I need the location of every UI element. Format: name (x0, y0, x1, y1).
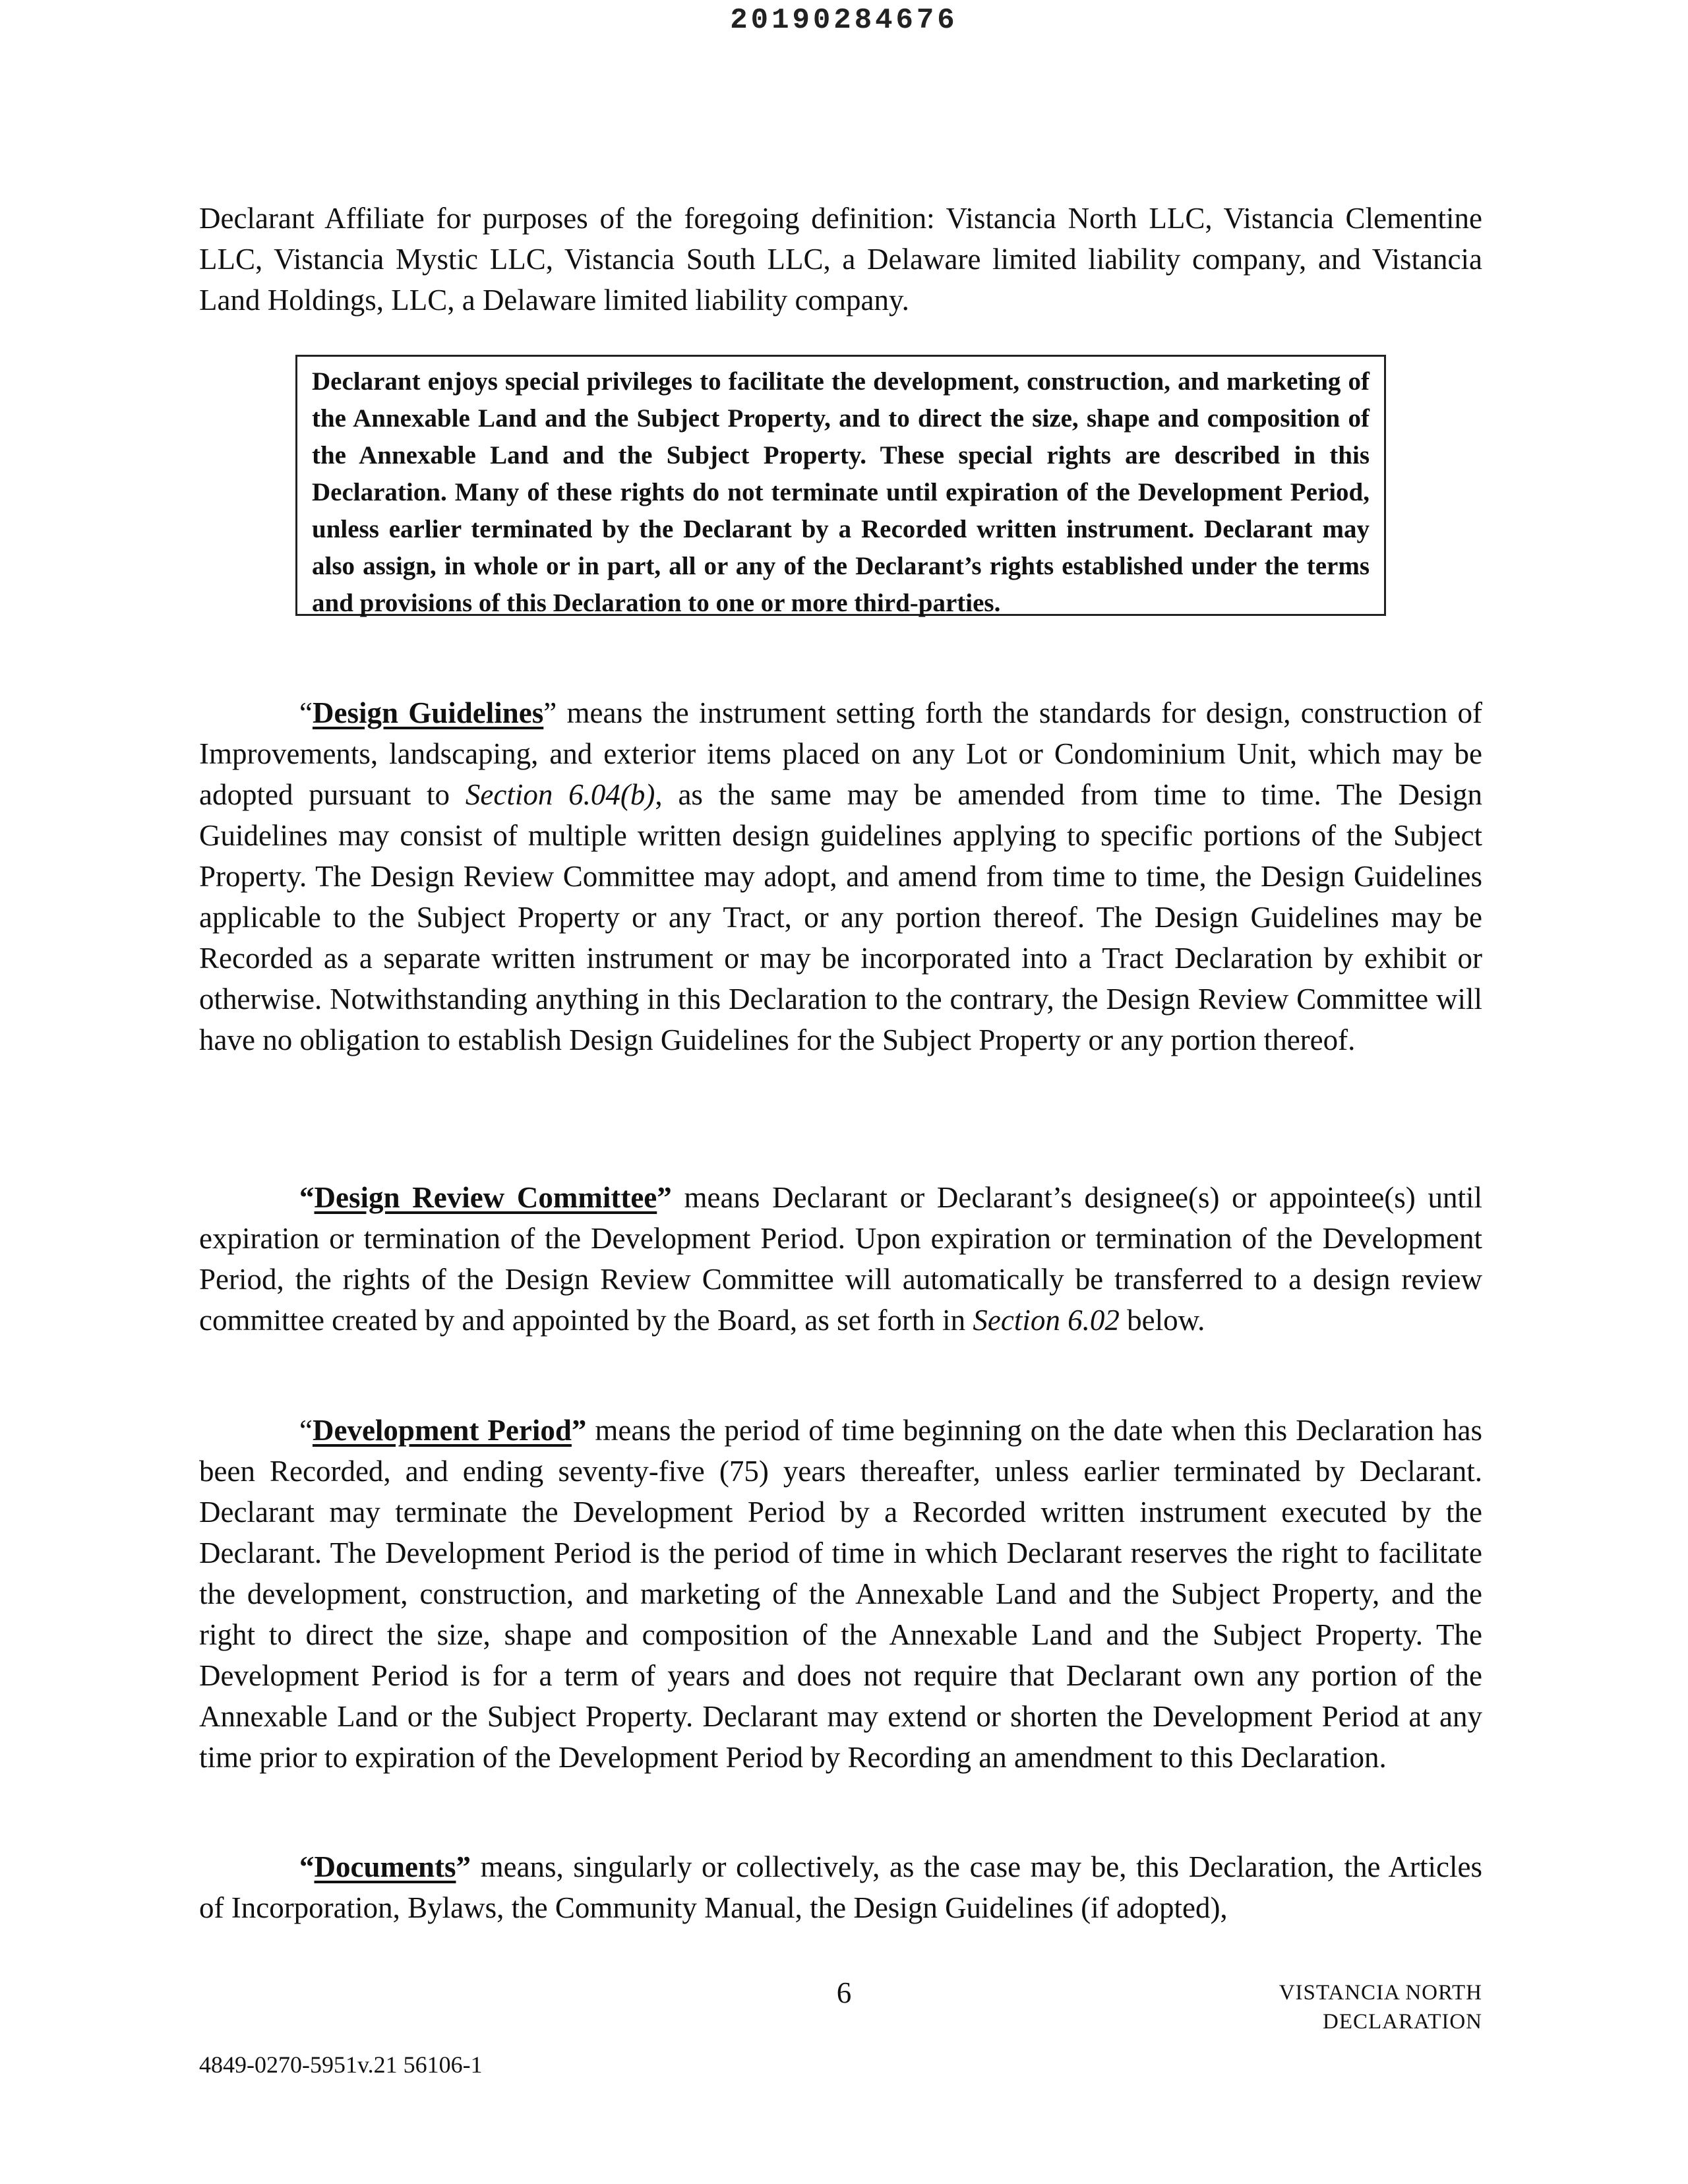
open-quote: “ (299, 696, 313, 729)
footer-title-line-1: VISTANCIA NORTH (1279, 1981, 1482, 2005)
page-number: 6 (836, 1976, 852, 2009)
intro-paragraph: Declarant Affiliate for purposes of the foregoing definition: Vistancia North LLC, Vistancia Clementine LLC, Vistancia Mystic LLC, Vistancia South LLC, a Delaware limited liability company, and Vistancia Land Holdings, LLC, a Delaware limited liability company. (199, 202, 1482, 317)
open-quote: “ (299, 1850, 315, 1883)
close-quote: ” (571, 1414, 587, 1447)
definition-text-continued: , as the same may be amended from time to time. The Design Guidelines may consist of multiple written design guidelines applying to specific portions of the Subject Property. The Design Review Committee may adopt, and amend from time to time, the Design Guidelines applicable to the Subject Property or any Tract, or any portion thereof. The Design Guidelines may be Recorded as a separate written instrument or may be incorporated into a Tract Declaration by exhibit or otherwise. Notwithstanding anything in this Declaration to the contrary, the Design Review Committee will have no obligation to establish Design Guidelines for the Subject Property or any portion thereof. (199, 778, 1482, 1056)
definition-development-period (199, 1410, 1482, 1778)
document-id: 4849-0270-5951v.21 56106-1 (199, 2051, 483, 2078)
footer-document-title (1279, 1978, 1482, 2036)
recording-number: 20190284676 (730, 4, 958, 37)
definition-text: means, singularly or collectively, as the case may be, this Declaration, the Articles of Incorporation, Bylaws, the Community Manual, the Design Guidelines (if adopted), (199, 1850, 1482, 1924)
definition-text: means the instrument setting forth the standards for design, construction of Improvements, landscaping, and exterior items placed on any Lot or Condominium Unit, which may be adopted pursuant to (199, 696, 1482, 811)
defined-term: Design Guidelines (312, 696, 544, 729)
open-quote: “ (299, 1181, 315, 1214)
close-quote: ” (657, 1181, 672, 1214)
close-quote: ” (456, 1850, 471, 1883)
defined-term: Development Period (312, 1414, 572, 1447)
footer-title-line-2: DECLARATION (1323, 2010, 1482, 2034)
definition-design-review-committee (199, 1177, 1482, 1341)
notice-box-text: Declarant enjoys special privileges to facilitate the development, construction, and marketing of the Annexable Land and the Subject Property, and to direct the size, shape and composition of the Annexable Land and the Subject Property. These special rights are described in this Declaration. Many of these rights do not terminate until expiration of the Development Period, unless earlier terminated by the Declarant by a Recorded written instrument. Declarant may also assign, in whole or in part, all or any of the Declarant’s rights established under the terms and provisions of this Declaration to one or more third-parties. (312, 367, 1370, 617)
defined-term: Documents (314, 1850, 456, 1883)
open-quote: “ (299, 1414, 313, 1447)
notice-box (295, 355, 1386, 616)
section-reference: Section 6.02 (973, 1304, 1120, 1337)
close-quote: ” (543, 696, 557, 729)
definition-text-continued: below. (1119, 1304, 1205, 1337)
definition-text: means the period of time beginning on the date when this Declaration has been Recorded, and ending seventy-five (75) years thereafter, unless earlier terminated by Declarant. Declarant may terminate the Development Period by a Recorded written instrument executed by the Declarant. The Development Period is the period of time in which Declarant reserves the right to facilitate the development, construction, and marketing of the Annexable Land and the Subject Property, and the right to direct the size, shape and composition of the Annexable Land and the Subject Property. The Development Period is for a term of years and does not require that Declarant own any portion of the Annexable Land or the Subject Property. Declarant may extend or shorten the Development Period at any time prior to expiration of the Development Period by Recording an amendment to this Declaration. (199, 1414, 1482, 1774)
definition-design-guidelines (199, 692, 1482, 1060)
defined-term: Design Review Committee (314, 1181, 657, 1214)
section-reference: Section 6.04(b) (465, 778, 655, 811)
definition-documents (199, 1846, 1482, 1928)
definition-text: means Declarant or Declarant’s designee(s) or appointee(s) until expiration or termination of the Development Period. Upon expiration or termination of the Development Period, the rights of the Design Review Committee will automatically be transferred to a design review committee created by and appointed by the Board, as set forth in (199, 1181, 1482, 1337)
